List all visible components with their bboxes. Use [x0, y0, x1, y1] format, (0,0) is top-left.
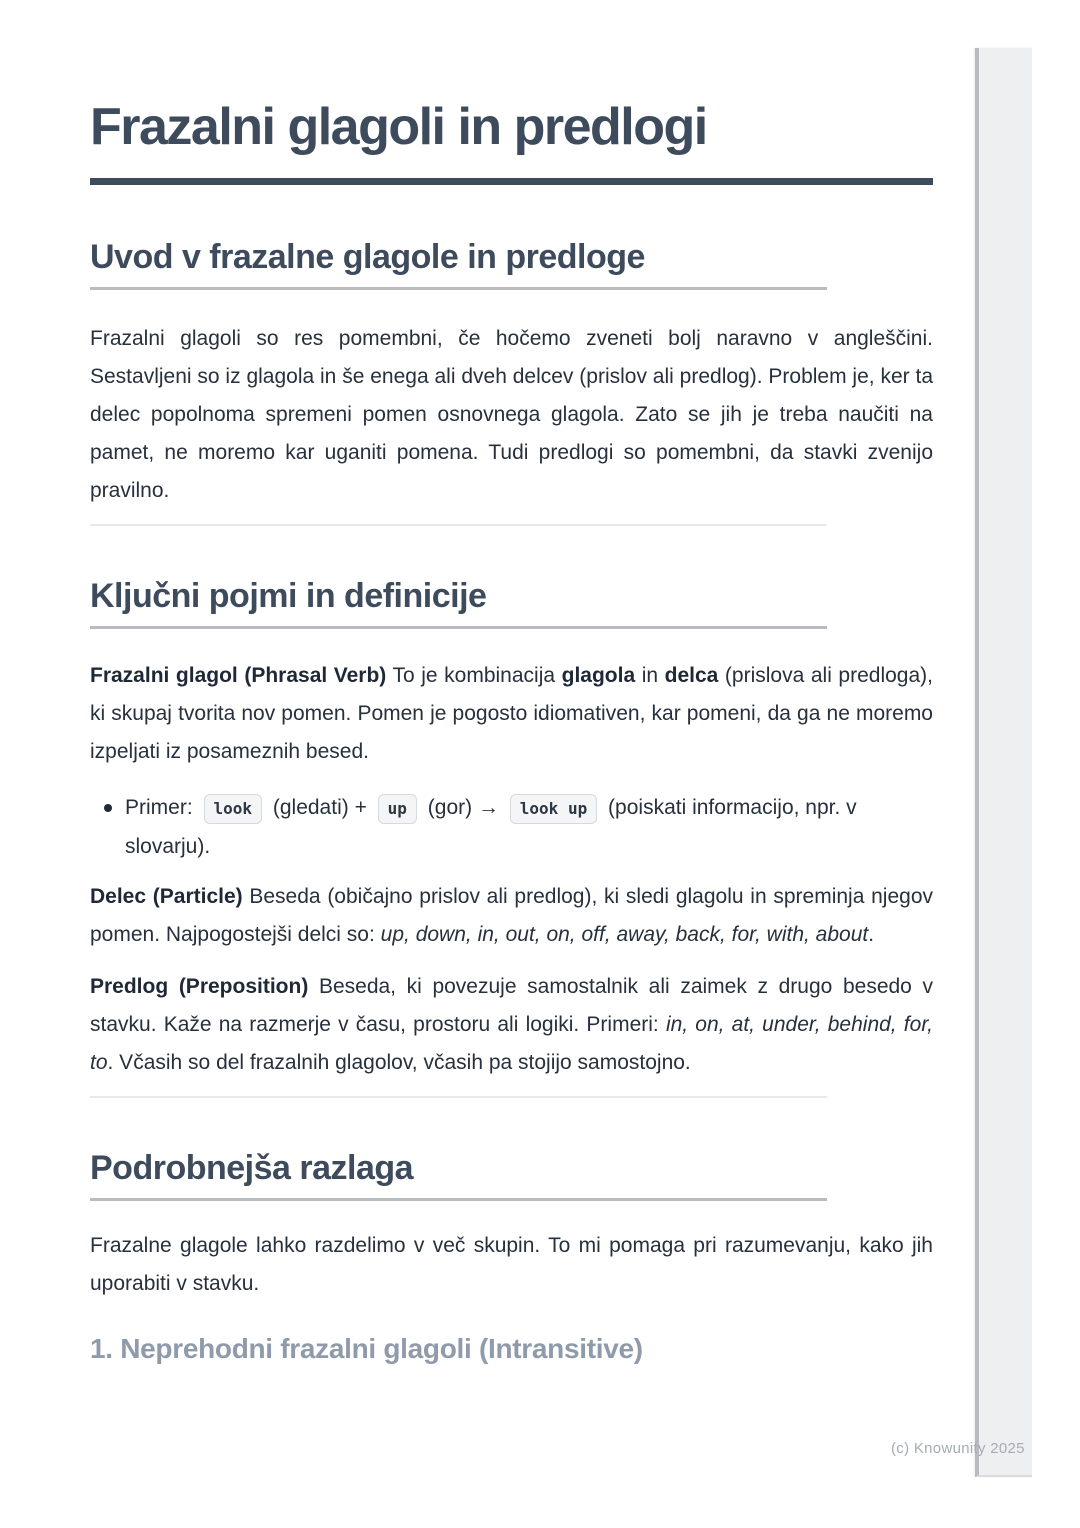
example-list-item	[90, 789, 933, 866]
term-particle: Delec (Particle)	[90, 885, 243, 908]
example-text	[125, 789, 920, 866]
watermark: (c) Knowunity 2025	[891, 1440, 1025, 1457]
heading-underline-intro	[90, 287, 827, 290]
heading-underline-details	[90, 1198, 827, 1201]
preposition-examples: in, on, at, under, behind, for, to	[90, 1013, 933, 1074]
example-fragment: (gor) →	[421, 796, 505, 819]
subsection-heading-intransitive: 1. Neprehodni frazalni glagoli (Intransitive)	[90, 1333, 643, 1364]
section-divider-2	[90, 1096, 827, 1098]
example-fragment: (poiskati informacijo, npr. v slovarju).	[125, 796, 857, 858]
intro-paragraph: Frazalni glagoli so res pomembni, če hočemo zveneti bolj naravno v angleščini. Sestavljeni so iz glagola in še enega ali dveh delcev (prislov ali predlog). Problem je, ker ta delec popolnoma spremeni pomen osnovnega glagola. Zato se jih je treba naučiti na pamet, ne moremo kar uganiti pomena. Tudi predlogi so pomembni, da stavki zvenijo pravilno.	[90, 327, 933, 502]
title-rule	[90, 178, 933, 185]
definition-text: To je kombinacija	[386, 664, 562, 687]
definition-text: (prislova ali predloga), ki skupaj tvorita nov pomen. Pomen je pogosto idiomativen, kar pomeni, da ga ne moremo izpeljati iz posameznih besed.	[90, 664, 933, 763]
bold-glagola: glagola	[561, 664, 636, 687]
definition-phrasal-verb	[90, 657, 933, 771]
example-label: Primer:	[125, 796, 199, 819]
definition-text: . Včasih so del frazalnih glagolov, včasih pa stojijo samostojno.	[107, 1051, 691, 1074]
section-heading-details: Podrobnejša razlaga	[90, 1149, 414, 1187]
definition-text: Beseda (običajno prislov ali predlog), ki sledi glagolu in spreminja njegov pomen. Najpogostejši delci so:	[90, 885, 933, 946]
code-chip-up: up	[378, 794, 417, 824]
particle-examples: up, down, in, out, on, off, away, back, for, with, about	[380, 923, 869, 946]
document-page	[90, 0, 933, 1367]
definition-particle	[90, 878, 933, 954]
heading-underline-concepts	[90, 626, 827, 629]
section-heading-concepts: Ključni pojmi in definicije	[90, 577, 487, 615]
page-title: Frazalni glagoli in predlogi	[90, 98, 707, 156]
details-paragraph: Frazalne glagole lahko razdelimo v več skupin. To mi pomaga pri razumevanju, kako jih uporabiti v stavku.	[90, 1234, 933, 1295]
term-preposition: Predlog (Preposition)	[90, 975, 309, 998]
definition-text: .	[868, 923, 875, 946]
definition-text: in	[635, 664, 665, 687]
bullet-dot	[104, 804, 112, 812]
bold-delca: delca	[664, 664, 719, 687]
example-fragment: (gledati) +	[267, 796, 373, 819]
code-chip-look: look	[204, 794, 263, 824]
next-page-edge[interactable]	[975, 48, 1032, 1477]
definition-text: Beseda, ki povezuje samostalnik ali zaimek z drugo besedo v stavku. Kaže na razmerje v času, prostoru ali logiki. Primeri:	[90, 975, 933, 1036]
definition-preposition	[90, 968, 933, 1082]
section-divider-1	[90, 524, 827, 526]
code-chip-look-up: look up	[510, 794, 597, 824]
section-heading-intro: Uvod v frazalne glagole in predloge	[90, 238, 645, 276]
term-phrasal-verb: Frazalni glagol (Phrasal Verb)	[90, 664, 387, 687]
